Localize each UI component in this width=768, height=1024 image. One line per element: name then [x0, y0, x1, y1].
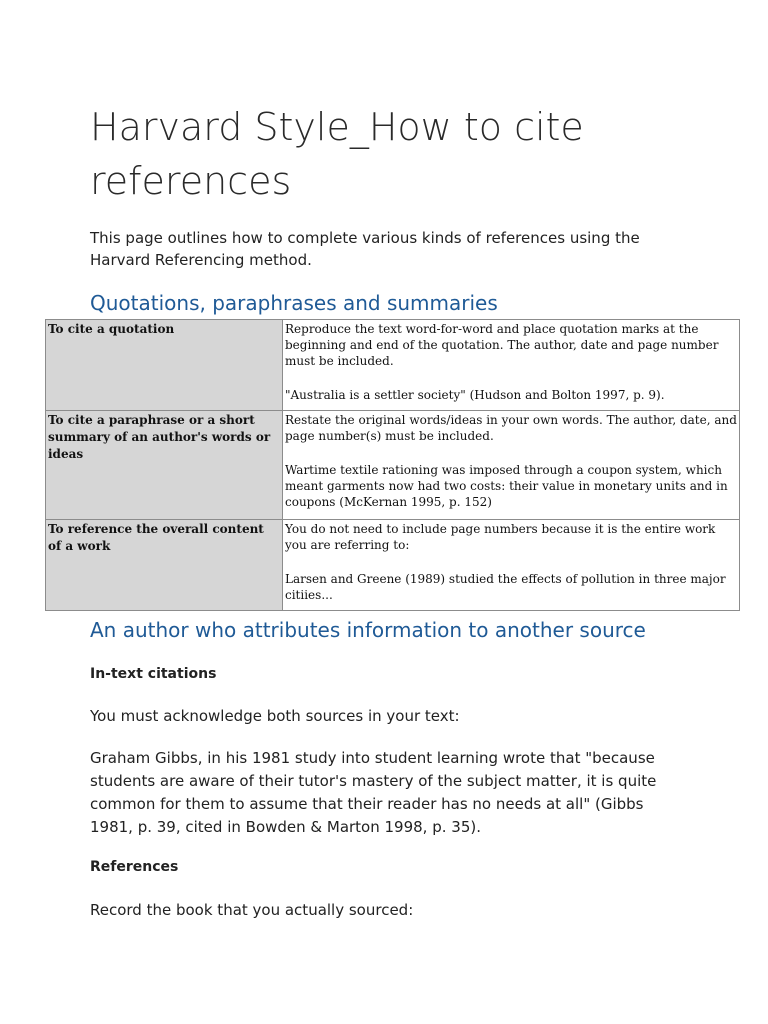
row-label: To reference the overall content of a work — [46, 520, 283, 611]
row-example: Larsen and Greene (1989) studied the effects of pollution in three major citiies... — [285, 572, 726, 602]
row-description: You do not need to include page numbers because it is the entire work you are referring to: — [285, 522, 716, 552]
references-instruction: Record the book that you actually sourced: — [90, 901, 414, 919]
row-content — [283, 520, 740, 611]
row-label: To cite a paraphrase or a short summary of an author's words or ideas — [46, 411, 283, 520]
intro-paragraph: This page outlines how to complete various kinds of references using the Harvard Referencing method. — [90, 229, 640, 269]
row-example: "Australia is a settler society" (Hudson and Bolton 1997, p. 9). — [285, 388, 665, 402]
row-label: To cite a quotation — [46, 320, 283, 411]
row-description: Restate the original words/ideas in your own words. The author, date, and page number(s) must be included. — [285, 413, 737, 443]
quotations-heading: Quotations, paraphrases and summaries — [90, 291, 498, 315]
references-heading: References — [90, 859, 179, 875]
page-title: Harvard Style_How to cite references — [90, 105, 584, 203]
table-row — [46, 411, 740, 520]
table-row — [46, 320, 740, 411]
row-example: Wartime textile rationing was imposed through a coupon system, which meant garments now had two costs: their value in monetary units and in coupons (McKernan 1995, p. 152) — [285, 463, 728, 509]
intext-citations-heading: In-text citations — [90, 666, 217, 682]
intext-example: Graham Gibbs, in his 1981 study into student learning wrote that "because students are aware of their tutor's mastery of the subject matter, it is quite common for them to assume that their reader has no needs at all" (Gibbs 1981, p. 39, cited in Bowden & Marton 1998, p. 35). — [90, 749, 657, 836]
intext-instruction: You must acknowledge both sources in your text: — [90, 707, 460, 725]
table-row — [46, 520, 740, 611]
row-content — [283, 411, 740, 520]
author-attribution-heading: An author who attributes information to another source — [90, 618, 646, 642]
row-content — [283, 320, 740, 411]
row-description: Reproduce the text word-for-word and place quotation marks at the beginning and end of the quotation. The author, date and page number must be included. — [285, 322, 719, 368]
citation-table — [45, 319, 740, 611]
